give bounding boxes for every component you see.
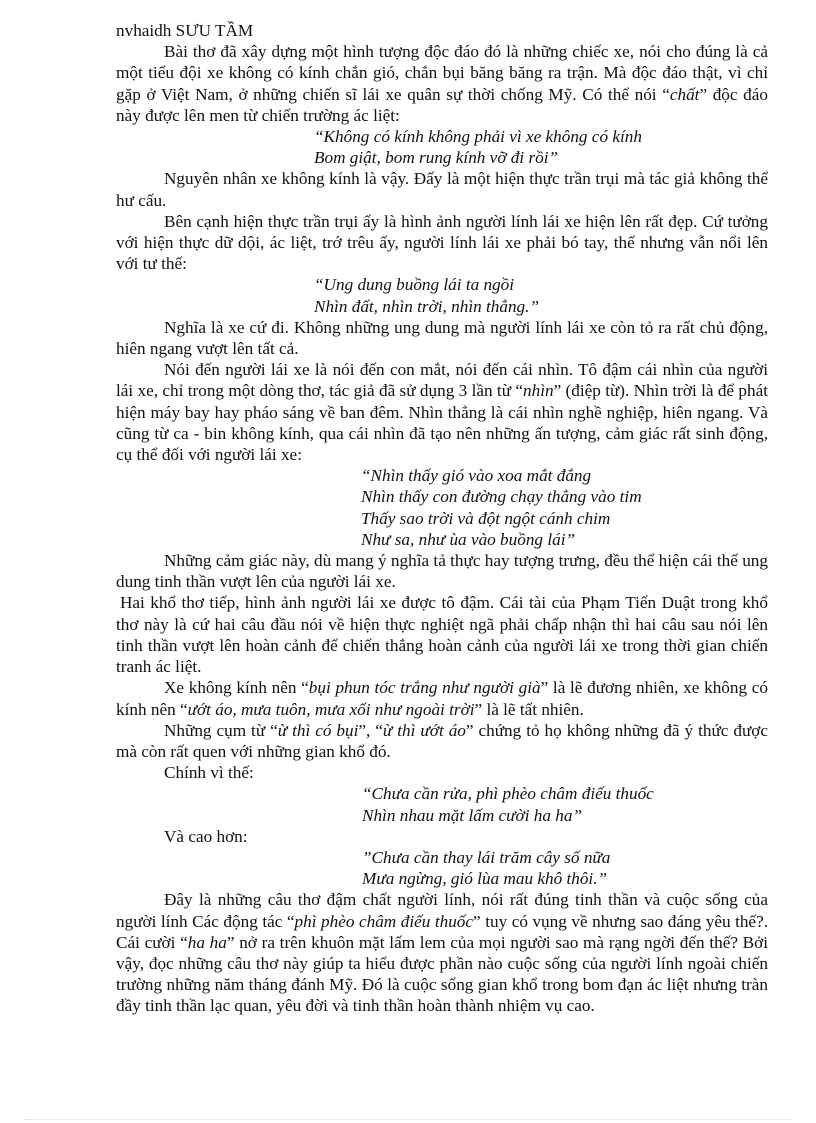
- paragraph-6: Những cảm giác này, dù mang ý nghĩa tả thực hay tượng trưng, đều thể hiện cái thế ung dung tinh thần vượt lên của người lái xe.: [116, 551, 768, 592]
- verse-line: Như sa, như ùa vào buồng lái”: [361, 529, 576, 549]
- page-header: nvhaidh SƯU TẦM: [116, 21, 254, 40]
- verse-line: “Không có kính không phải vì xe không có kính: [314, 127, 642, 147]
- verse-4: [116, 783, 768, 825]
- paragraph-1: Bài thơ đã xây dựng một hình tượng độc đáo đó là những chiếc xe, nói cho đúng là cả một tiểu đội xe không có kính chắn gió, chắn bụi băng băng ra trận. Mà độc đáo thật, vì chỉ gặp ở Việt Nam, ở những chiến sĩ lái xe quân sự thời chống Mỹ. Có thể nói “chất” độc đáo này được lên men từ chiến trường ác liệt:: [116, 42, 768, 125]
- label-va-cao-hon: Và cao hơn:: [164, 826, 248, 846]
- verse-line: Nhìn đất, nhìn trời, nhìn thẳng.”: [314, 296, 539, 316]
- verse-3: [116, 465, 768, 550]
- verse-line: “Nhìn thấy gió vào xoa mắt đắng: [361, 466, 592, 486]
- verse-line: Mưa ngừng, gió lùa mau khô thôi.”: [362, 869, 608, 889]
- paragraph-10: Đây là những câu thơ đậm chất người lính, nói rất đúng tinh thần và cuộc sống của người lính Các động tác “phì phèo châm điếu thuốc” tuy có vụng về nhưng sao đáng yêu thế?. Cái cười “ha ha” nở ra trên khuôn mặt lấm lem của mọi người sao mà rạng ngời đến thế? Bởi vậy, đọc những câu thơ này giúp ta hiểu được phần nào cuộc sống của người lính ngoài chiến trường những năm tháng đánh Mỹ. Đó là cuộc sống gian khổ trong bom đạn ác liệt nhưng tràn đầy tinh thần lạc quan, yêu đời và tinh thần hoàn thành nhiệm vụ cao.: [116, 890, 769, 1016]
- verse-line: Nhìn thấy con đường chạy thẳng vào tim: [361, 487, 642, 507]
- paragraph-7: Hai khổ thơ tiếp, hình ảnh người lái xe được tô đậm. Cái tài của Phạm Tiến Duật trong khổ thơ này là cứ hai câu đầu nói về hiện thực nghiệt ngã phải chấp nhận thì hai câu sau nói lên tinh thần vượt lên hoàn cảnh để chiến thắng hoàn cảnh của người lái xe trong thời gian chiến tranh ác liệt.: [116, 593, 768, 677]
- verse-2: [116, 274, 768, 316]
- paragraph-9: Những cụm từ “ừ thì có bụi”, “ừ thì ướt áo” chứng tỏ họ không những đã ý thức được mà còn rất quen với những gian khổ đó.: [116, 720, 768, 761]
- paragraph-2: Nguyên nhân xe không kính là vậy. Đấy là một hiện thực trần trụi mà tác giả không thể hư cấu.: [116, 169, 768, 210]
- verse-line: Thấy sao trời và đột ngột cánh chim: [361, 508, 611, 528]
- verse-1: [116, 126, 768, 168]
- verse-5: [116, 847, 768, 889]
- paragraph-5: Nói đến người lái xe là nói đến con mắt, nói đến cái nhìn. Tô đậm cái nhìn của người lái xe, chỉ trong một dòng thơ, tác giả đã sử dụng 3 lần từ “nhìn” (điệp từ). Nhìn trời là để phát hiện máy bay hay pháo sáng về ban đêm. Nhìn thẳng là cái nhìn nghề nghiệp, hiên ngang. Và cũng từ ca - bin không kính, qua cái nhìn đã tạo nên những ấn tượng, cảm giác rất sinh động, cụ thể đối với người lái xe:: [116, 360, 768, 465]
- verse-line: Nhìn nhau mặt lấm cười ha ha”: [362, 805, 583, 825]
- verse-line: “Ung dung buồng lái ta ngồi: [314, 275, 515, 295]
- document-page: [116, 20, 768, 1017]
- verse-line: ”Chưa cần thay lái trăm cây số nữa: [362, 847, 611, 867]
- paragraph-3: Bên cạnh hiện thực trần trụi ấy là hình ảnh người lính lái xe hiện lên rất đẹp. Cứ tưởng với hiện thực dữ dội, ác liệt, trớ trêu ấy, người lính lái xe phải bó tay, thế nhưng vẫn nổi lên với tư thế:: [116, 211, 768, 274]
- label-chinh-vi-the: Chính vì thế:: [164, 763, 254, 783]
- paragraph-8: Xe không kính nên “bụi phun tóc trắng như người già” là lẽ đương nhiên, xe không có kính nên “ướt áo, mưa tuôn, mưa xối như ngoài trời” là lẽ tất nhiên.: [116, 678, 768, 719]
- verse-line: “Chưa cần rửa, phì phèo châm điếu thuốc: [362, 784, 654, 804]
- paragraph-4: Nghĩa là xe cứ đi. Không những ung dung mà người lính lái xe còn tỏ ra rất chủ động, hiên ngang vượt lên tất cả.: [116, 317, 768, 359]
- page-bottom-border: [24, 1119, 792, 1120]
- verse-line: Bom giật, bom rung kính vỡ đi rồi”: [314, 148, 559, 168]
